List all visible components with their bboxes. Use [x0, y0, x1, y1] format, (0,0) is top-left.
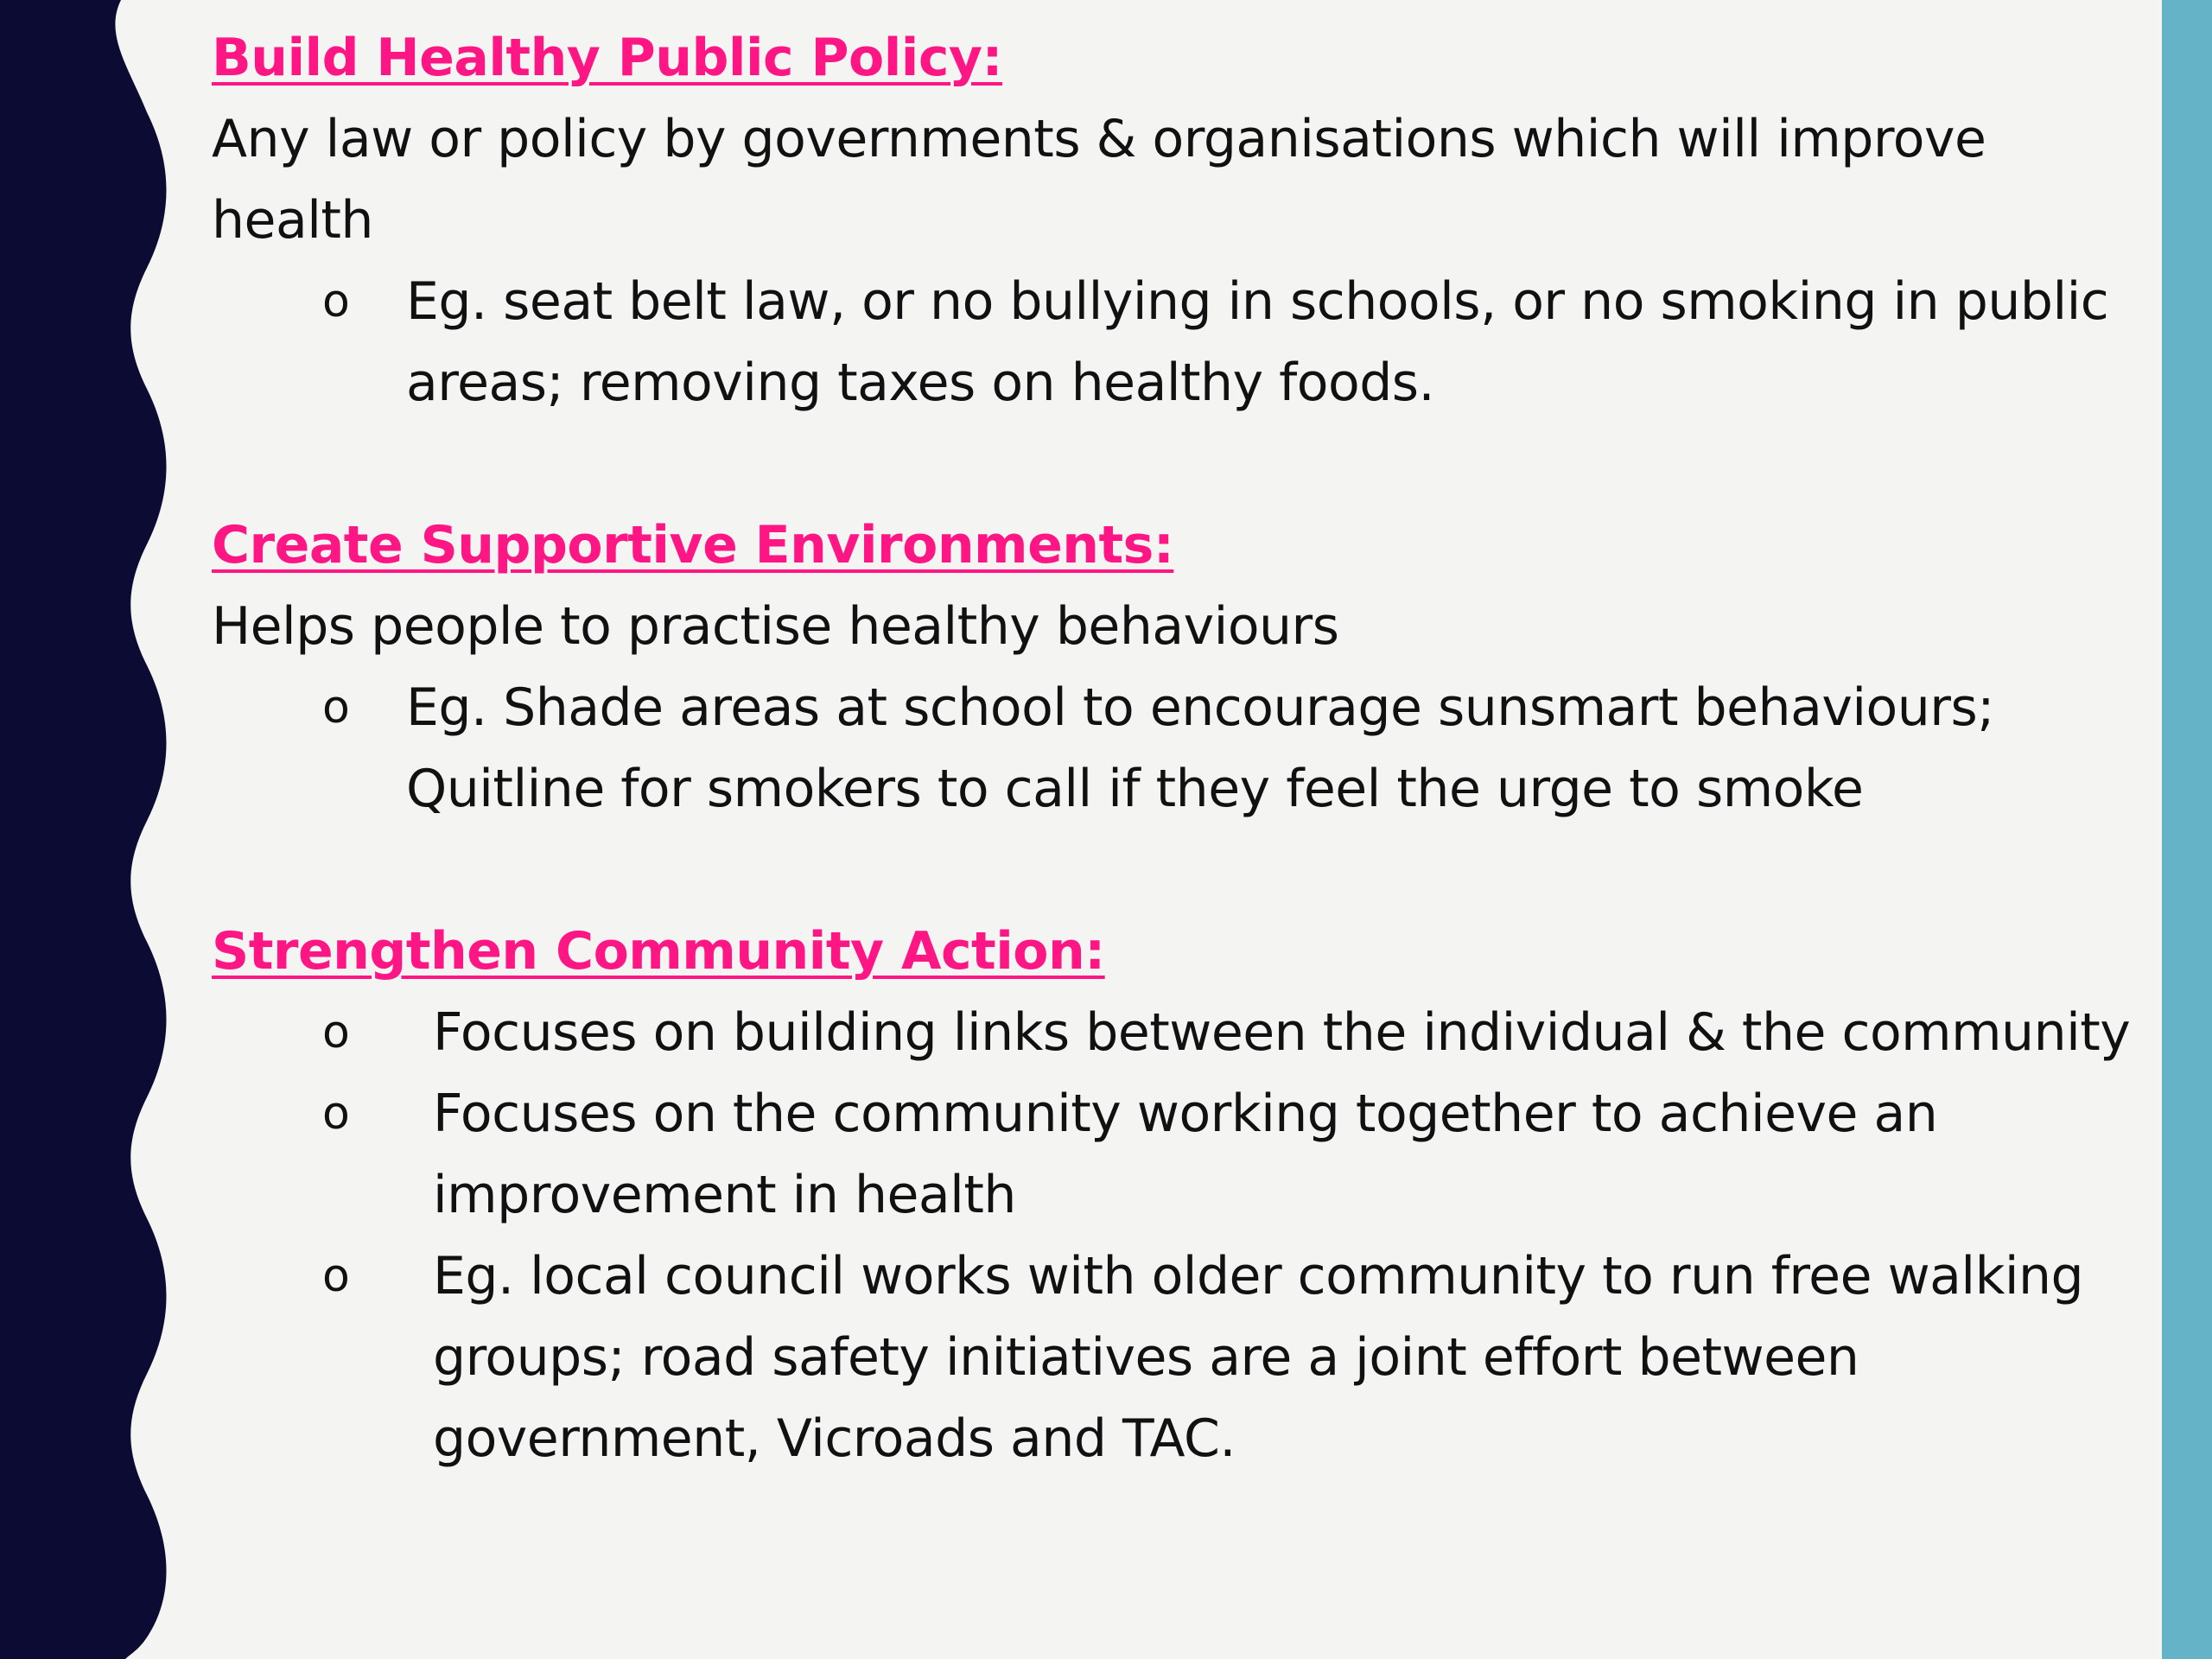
- section-heading: Create Supportive Environments:: [212, 515, 1174, 575]
- list-item: [212, 261, 2139, 423]
- right-accent-bar: [2162, 0, 2212, 1659]
- section-community-action: [212, 911, 2139, 1479]
- section-heading: Build Healthy Public Policy:: [212, 28, 1003, 88]
- hollow-circle-bullet-icon: o: [322, 1250, 350, 1302]
- hollow-circle-bullet-icon: o: [322, 1007, 350, 1058]
- bullet-list: [212, 992, 2139, 1479]
- hollow-circle-bullet-icon: o: [322, 682, 350, 734]
- bullet-text: Focuses on building links between the individual & the community: [433, 1002, 2131, 1063]
- bullet-text: Eg. local council works with older community to run free walking groups; road safety initiatives are a joint effort between government, Vicroads and TAC.: [433, 1246, 2084, 1469]
- section-description: Helps people to practise healthy behaviours: [212, 596, 1339, 657]
- slide-content: [212, 17, 2139, 1560]
- bullet-text: Eg. seat belt law, or no bullying in schools, or no smoking in public areas; removing taxes on healthy foods.: [406, 271, 2109, 413]
- section-healthy-public-policy: [212, 17, 2139, 423]
- hollow-circle-bullet-icon: o: [322, 1088, 350, 1140]
- list-item: [212, 1236, 2139, 1479]
- wavy-left-band: [0, 0, 173, 1659]
- section-supportive-environments: [212, 505, 2139, 830]
- list-item: [212, 992, 2139, 1073]
- bullet-list: [212, 261, 2139, 423]
- bullet-text: Eg. Shade areas at school to encourage sunsmart behaviours; Quitline for smokers to call if they feel the urge to smoke: [406, 677, 1994, 819]
- section-description: Any law or policy by governments & organisations which will improve health: [212, 109, 1986, 251]
- bullet-text: Focuses on the community working together to achieve an improvement in health: [433, 1084, 1938, 1225]
- bullet-list: [212, 667, 2139, 830]
- list-item: [212, 667, 2139, 830]
- list-item: [212, 1073, 2139, 1236]
- section-heading: Strengthen Community Action:: [212, 921, 1105, 982]
- hollow-circle-bullet-icon: o: [322, 276, 350, 327]
